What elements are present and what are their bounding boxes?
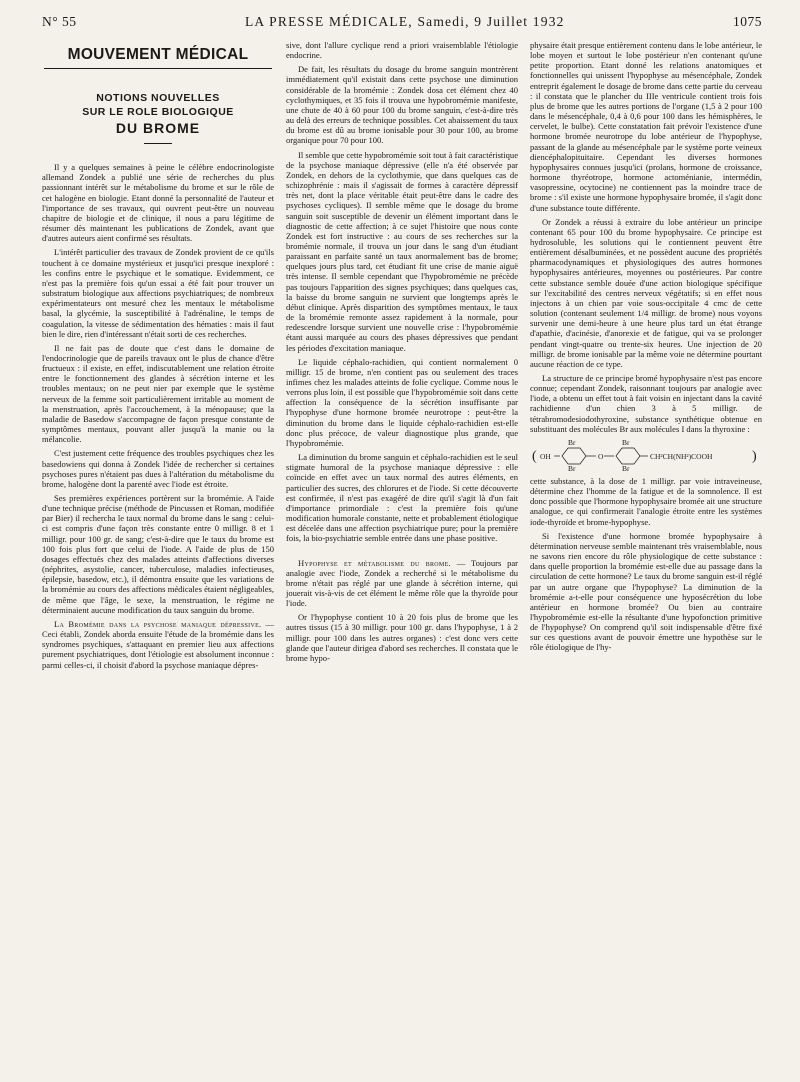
running-header xyxy=(42,14,762,36)
svg-text:): ) xyxy=(752,448,757,464)
subsection-heading: La Bromémie dans la psychose maniaque dépressive. xyxy=(54,618,262,629)
paragraph: Il y a quelques semaines à peine le célèbre endocrinologiste allemand Zondek a publié une série de recherches du plus passionnant intérêt sur le métabolisme du brome et sur le rôle de cet halogène en biologie. Etant donné la personnalité de l'auteur et l'importance de ses travaux, qui ouvrent peut-être un nouveau chapitre de biologie et de clinique, il nous a paru légitime de résumer dès maintenant les publications de Zondek, avant que d'autres auteurs aient confirmé ses résultats. xyxy=(42,162,274,244)
paragraph-text: — Ceci établi, Zondek aborda ensuite l'étude de la bromémie dans les syndromes psychiques, s'attaquant en premier lieu aux affections purement psychiatriques, dont l'étiologie est absolument inconnue : parmi celles-ci, il choisit d'abord la psychose maniaque dépres- xyxy=(42,618,275,670)
paragraph: C'est justement cette fréquence des troubles psychiques chez les basedowiens qui donna à Zondek l'idée de rechercher si certaines psychoses pures n'étaient pas dues à l'altération du métabolisme du brome, halogène dont la parenté avec l'iode est étroite. xyxy=(42,448,274,489)
paragraph: La diminution du brome sanguin et céphalo-rachidien est le seul stigmate humoral de la psychose maniaque dépressive : elle coïncide en effet avec un taux normal des autres éléments, en particulier des sucres, des chlorures et de l'iode. Si cette découverte est confirmée, il n'est pas exagéré de dire qu'il s'agit là d'un fait d'importance primordiale : c'est la première fois qu'une modification humorale constante, nette et probablement étiologique est décelée dans une affection psychiatrique pure; pour la première fois, la bio-psychiatrie semble entrée dans une phase positive. xyxy=(286,452,518,544)
formula-br-3: Br xyxy=(622,437,630,447)
paragraph: cette substance, à la dose de 1 milligr. par voie intraveineuse, détermine chez l'homme de la fatigue et de la somnolence. Il est donc possible que l'hormone hypophysaire bromée ait une structure analogue, ce qui confirmerait l'analogie étroite entre les systèmes iode-thyroïde et brome-hypophyse. xyxy=(530,475,762,527)
issue-number: N° 55 xyxy=(42,14,77,29)
column-1 xyxy=(42,40,274,674)
paragraph-text: — Toujours par analogie avec l'iode, Zondek a recherché si le métabolisme du brome n'était pas réglé par une glande à sécrétion interne, qui jouerait vis-à-vis de cet élément le même rôle que la thyroïde pour l'iode. xyxy=(286,557,519,609)
formula-side-chain: CH²CH(NH²)COOH xyxy=(650,451,713,461)
subsection-heading: Hypophyse et métabolisme du brome. xyxy=(298,557,451,568)
article-title-line-3: DU BROME xyxy=(115,120,201,137)
column-3 xyxy=(530,40,762,674)
formula-br-1: Br xyxy=(568,437,576,447)
svg-text:(: ( xyxy=(532,448,537,464)
paragraph: Il semble que cette hypobromémie soit tout à fait caractéristique de la psychose maniaque dépressive (elle n'a été observée par Zondek, en dehors de la cyclothymie, que dans quelques cas de schizophrénie : mais il s'agissait de formes à caractère dépressif très net, dont la place véritable était peut-être dans le cadre des psychoses cycliques). Il semble même que le dosage du brome sanguin soit susceptible de devenir un élément important dans le diagnostic de cette affection; à ce sujet l'histoire que nous conte Zondek est fort instructive : au cours de ses recherches sur la bromémie normale, il trouva un jour dans le sang d'un étudiant paraissant en parfaite santé un taux anormalement bas de brome; quelques jours plus tard, cet étudiant fit une crise de manie aiguë très intense. Il semble cependant que l'hypobromémie ne précède pas toujours l'apparition des signes psychiques; dans quelques cas, la baisse du brome sanguin ne survient que longtemps après le début clinique. Après disparition des symptômes mentaux, le taux de la bromémie remonte assez rapidement à la normale, pour redescendre lorsque survient une nouvelle crise : l'hypobromémie étant aussi marquée au cours des phases dépressives que pendant les périodes d'excitation maniaque. xyxy=(286,149,518,353)
paragraph: Ses premières expériences portèrent sur la bromémie. A l'aide d'une technique précise (méthode de Pincussen et Roman, modifiée par Bier) il rechercha le taux normal du brome dans le sang : celui-ci est compris d'une façon très constante entre 0 milligr. 8 et 1 milligr. pour 100 gr. de sang; c'est-à-dire que le taux du brome est 100 fois plus fort que celui de l'iode. A l'aide de plus de 150 dosages effectués chez des malades atteints d'affections diverses (néphrites, asystolie, cancer, tuberculose, maladies infectieuses, épilepsie, basedow, etc.), il démontra ensuite que les variations de la bromémie au cours des affections médicales étaient négligeables, de même que l'âge, le sexe, la menstruation, le régime ne déterminaient aucune modification du taux sanguin du brome. xyxy=(42,493,274,615)
paragraph xyxy=(286,558,518,609)
paragraph xyxy=(42,619,274,670)
paragraph: Or l'hypophyse contient 10 à 20 fois plus de brome que les autres tissus (15 à 30 milligr. pour 100 gr. dans l'hypophyse, 1 à 2 milligr. pour 100 dans les autres organes) : c'est donc vers cette glande que l'auteur dirigea d'abord ses recherches. Il constata que le brome hypo- xyxy=(286,612,518,663)
text-columns xyxy=(42,40,762,674)
paragraph: Le liquide céphalo-rachidien, qui contient normalement 0 milligr. 15 de brome, n'en contient pas ou seulement des traces infimes chez les malades atteints de folie cyclique. Comme nous le verrons plus loin, il est possible que l'hypobromémie soit dans cette affection la conséquence de la sécrétion insuffisante par l'hypophyse d'une hormone bromée neurotrope : peut-être la diminution du brome dans le liquide céphalo-rachidien est-elle donc plus précoce, de valeur diagnostique plus grande, que l'hypobromémie. xyxy=(286,356,518,448)
paragraph: L'intérêt particulier des travaux de Zondek provient de ce qu'ils touchent à ce domaine mystérieux et jusqu'ici presque inexploré : les confins entre le psychique et le somatique. Evidemment, ce n'est pas la première fois qu'un essai a été fait pour trouver un substratum biologique aux affections psychiatriques; de nombreux expérimentateurs ont mesuré chez les mentaux le métabolisme basal, la glycémie, la susceptibilité à l'adrénaline, le temps de coagulation, la vitesse de sédimentation des hématies : mais il faut bien le dire, rien d'intéressant n'était sorti de ces recherches. xyxy=(42,247,274,339)
paragraph: Or Zondek a réussi à extraire du lobe antérieur un principe contenant 65 pour 100 du brome hypophysaire. Ce principe est hydrosoluble, les solutions qui le contiennent peuvent être entièrement désalbuminées, et ne possèdent aucune des propriétés pharmacodynamiques et physiologiques des autres hormones hypophysaires antérieures, moyennes ou postérieures. Par contre cette substance semble douée d'une action biologique spécifique sur l'excitabilité des centres nerveux végétatifs; si en effet nous injectons à un chien par voie sous-occipitale 4 cmc de cette solution (contenant seulement 1/4 milligr. de brome) nous voyons survenir une demi-heure à une heure plus tard un état étrange d'apathie, d'acinésie, d'anorexie et de fatigue, qui va se prolonger pendant vingt-quatre ou trente-six heures. Une injection de 20 milligr. de brome ionisable par la même voie ne détermine pourtant aucune réaction de ce type. xyxy=(530,216,762,369)
journal-title: LA PRESSE MÉDICALE, Samedi, 9 Juillet 1932 xyxy=(244,14,565,29)
column-2 xyxy=(286,40,518,674)
article-title-line-1: NOTIONS NOUVELLES xyxy=(96,92,220,105)
paragraph: Il ne fait pas de doute que c'est dans le domaine de l'endocrinologie que de pareils travaux ont le plus de chance d'être fructueux : il existe, en effet, indiscutablement une relation étroite entre le fonctionnement des glandes à sécrétion interne et les troubles mentaux; on ne peut nier par exemple que le système nerveux de la femme soit particulièrement irritable au moment de la menstruation, après l'accouchement, à la ménopause; que la maladie de Basedow s'accompagne de façon presque constante de symptômes mentaux, pouvant aller jusqu'à la manie ou la mélancolie. xyxy=(42,342,274,445)
paragraph: sive, dont l'allure cyclique rend a priori vraisemblable l'étiologie endocrine. xyxy=(286,40,518,61)
paragraph: physaire était presque entièrement contenu dans le lobe antérieur, le lobe moyen et surtout le lobe postérieur n'en contenant qu'une petite proportion. Etant donné les relations anatomiques et fonctionnelles qui unissent l'hypophyse au mésencéphale, Zondek entreprit également le dosage de brome dans cette partie du cerveau : il constata que le plancher du IIIe ventricule contient trois fois plus de brome que les autres portions de l'organe (1,5 à 2 pour 100 dans le mésencéphale, 0,4 à 0,6 pour 100 dans les hémisphères, le cervelet, le bulbe). Cette constatation fait prévoir l'existence d'une hormone bromée neurotrope du lobe antérieur de l'hypophyse, passant de la glande au mésencéphale par le système porte veineux diencéphalopituitaire. Cependant les diverses hormones hypophysaires connues jusqu'ici (prolans, hormone de croissance, hormone thyréotrope, hormone actoménianie, intermédin, vasopressine, ocytocine) ne contiennent pas la moindre trace de brome : s'il existe une hormone hypophysaire bromée, il s'agit donc d'une substance toute différente. xyxy=(530,40,762,213)
formula-diagram xyxy=(530,438,762,472)
title-rule xyxy=(144,143,172,144)
paragraph: Si l'existence d'une hormone bromée hypophysaire à détermination nerveuse semble maintenant très vraisemblable, nous ne savons rien encore du rôle physiologique de cette substance : dans quelle proportion la bromémie est-elle due au passage dans la circulation de cette hormone? Le taux du brome sanguin est-il réglé par un autre organe que l'hypophyse? La diminution de la bromémie a-t-elle pour conséquence une hyposécrétion du lobe antérieur en hormone bromée? Ou bien au contraire l'hypobromémie est-elle la résultante d'une hypofonction primitive de l'hypophyse? On comprend qu'il soit indispensable d'être fixé sur ces questions avant de pouvoir émettre une hypothèse sur le rôle étiologique de l'hy- xyxy=(530,530,762,653)
formula-o: O xyxy=(598,451,604,461)
paragraph: De fait, les résultats du dosage du brome sanguin montrèrent immédiatement qu'il existait dans cette psychose une diminution considérable de la bromémie : Zondek dosa cet élément chez 40 cyclothymiques, et 35 fois il trouva une hypobromémie manifeste, une chute de 40 à 60 pour 100 du brome sanguin, c'est-à-dire très au delà des erreurs de technique possibles. Cet abaissement du taux du brome est dû au brome ionisable pour 30 pour 100, au brome organique pour 70 pour 100. xyxy=(286,64,518,146)
section-title: MOUVEMENT MÉDICAL xyxy=(44,50,272,69)
title-block xyxy=(42,46,274,144)
formula-oh: OH xyxy=(540,451,551,461)
chemical-formula xyxy=(530,438,762,472)
formula-br-2: Br xyxy=(568,463,576,472)
paragraph: La structure de ce principe bromé hypophysaire n'est pas encore connue; cependant Zondek, raisonnant toujours par analogie avec l'iode, a obtenu un effet tout à fait voisin en injectant dans la cavité rachidienne d'un chien 3 à 5 milligr. de tétrabromodesiodothyroxine, substance synthétique obtenue en substituant des molécules Br aux molécules I dans la thyroxine : xyxy=(530,373,762,434)
article-title-line-2: SUR LE ROLE BIOLOGIQUE xyxy=(82,106,234,119)
page-number: 1075 xyxy=(733,14,762,29)
formula-br-4: Br xyxy=(622,463,630,472)
